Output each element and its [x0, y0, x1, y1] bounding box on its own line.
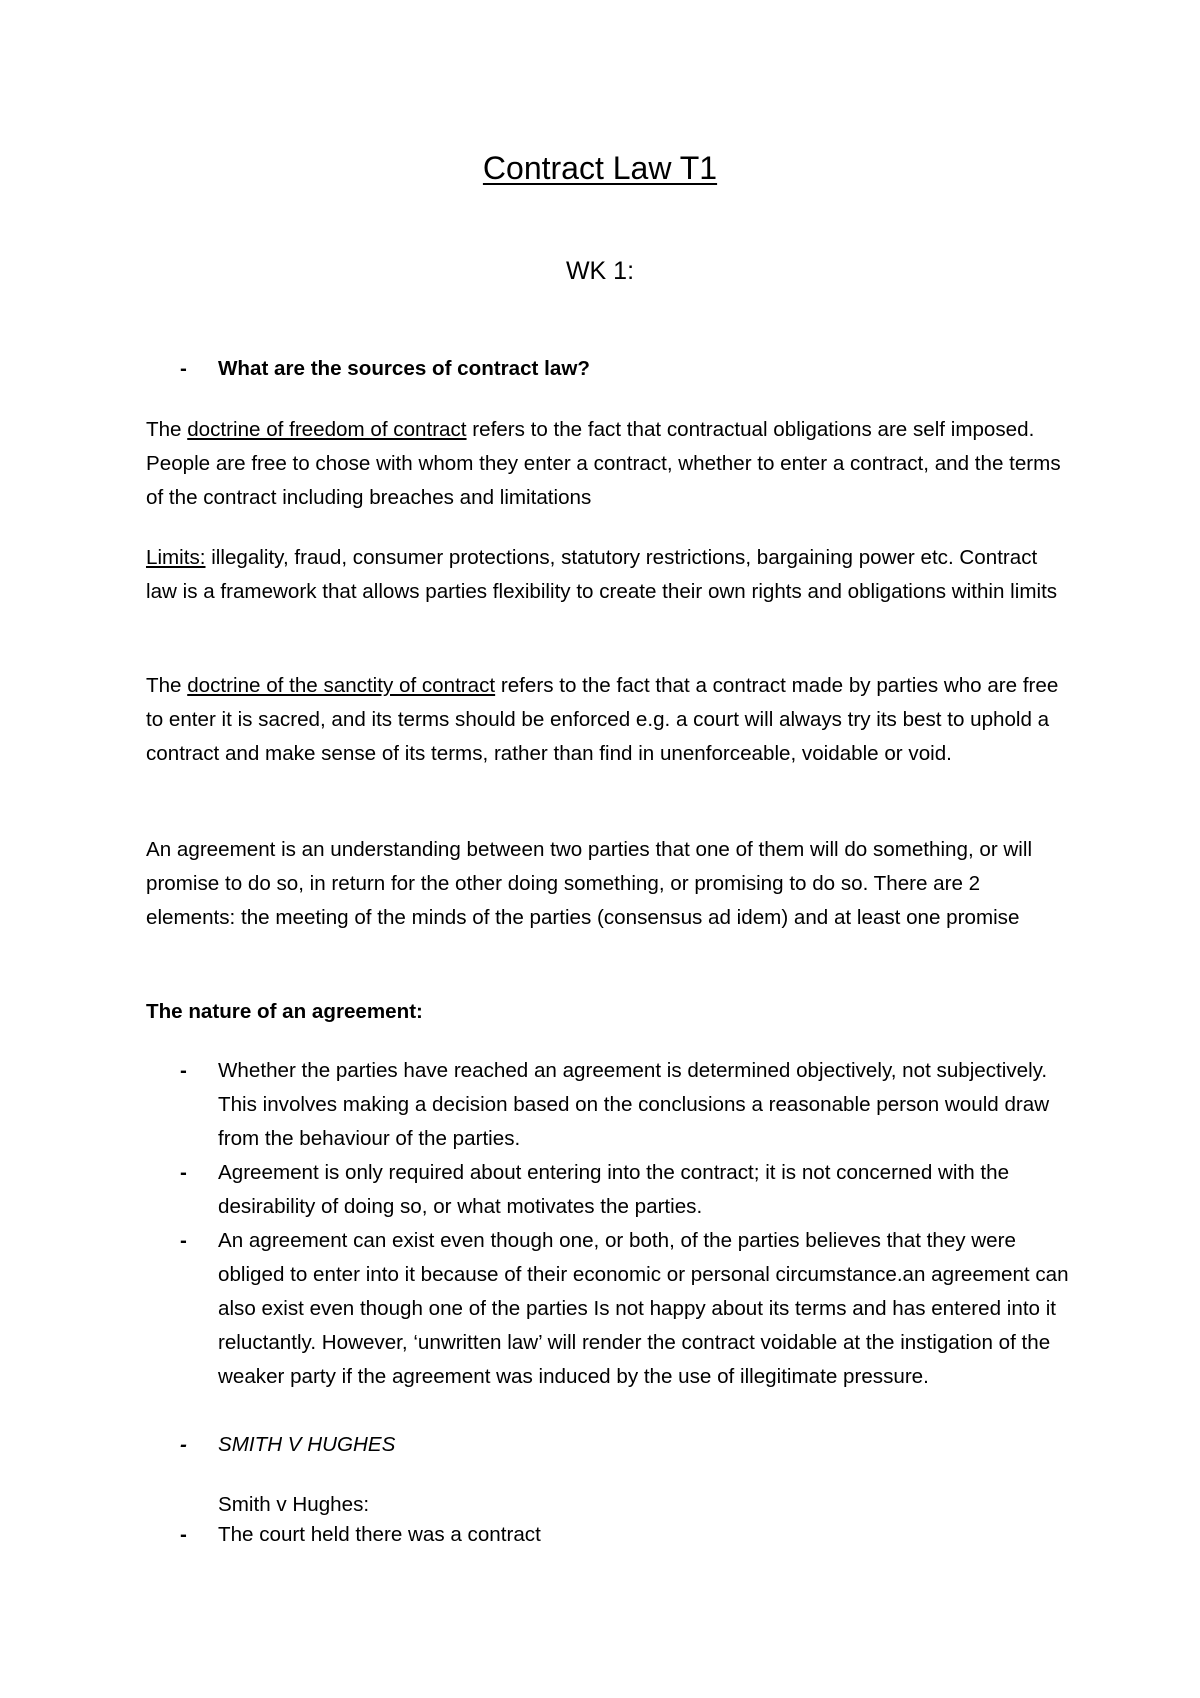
- nature-bullet: [180, 1054, 1078, 1156]
- limits-label: Limits:: [146, 546, 206, 569]
- case-reference: SMITH V HUGHES: [218, 1433, 396, 1456]
- sanctity-term: doctrine of the sanctity of contract: [187, 674, 496, 697]
- limits-paragraph: [146, 541, 1066, 609]
- case-heading: Smith v Hughes:: [218, 1493, 370, 1516]
- case-bullet-text: The court held there was a contract: [218, 1523, 541, 1546]
- agreement-paragraph: An agreement is an understanding between two parties that one of them will do something, or will promise to do so, in return for the other doing something, or promising to do so. There are 2 elements: the meeting of the minds of the parties (consensus ad idem) and at least one promise: [146, 838, 1033, 929]
- question-text: What are the sources of contract law?: [218, 357, 590, 380]
- bullet-marker: -: [180, 1161, 187, 1184]
- bullet-marker: -: [180, 1059, 187, 1082]
- document-title: Contract Law T1: [482, 150, 718, 186]
- nature-bullet: [180, 1156, 1078, 1224]
- nature-bullet-text: An agreement can exist even though one, or both, of the parties believes that they were obliged to enter into it because of their economic or personal circumstance.an agreement can also exist even though one of the parties Is not happy about its terms and has entered into it reluctantly. However, ‘unwritten law’ will render the contract voidable at the instigation of the weaker party if the agreement was induced by the use of illegitimate pressure.: [218, 1229, 1069, 1388]
- week-heading: WK 1:: [565, 257, 635, 285]
- nature-bullet-text: Agreement is only required about entering into the contract; it is not concerned with the desirability of doing so, or what motivates the parties.: [218, 1161, 1010, 1218]
- freedom-prefix: The: [146, 418, 188, 441]
- bullet-marker: -: [180, 1523, 187, 1546]
- bullet-marker: -: [180, 1229, 187, 1252]
- freedom-term: doctrine of freedom of contract: [187, 418, 467, 441]
- nature-bullet-text: Whether the parties have reached an agreement is determined objectively, not subjectively. This involves making a decision based on the conclusions a reasonable person would draw from the behaviour of the parties.: [218, 1059, 1050, 1150]
- bullet-marker: -: [180, 357, 187, 380]
- case-heading-row: [218, 1488, 1078, 1522]
- sanctity-paragraph: [146, 669, 1066, 771]
- sanctity-rest: refers to the fact that a contract made by parties who are free to enter it is sacred, and its terms should be enforced e.g. a court will always try its best to uphold a contract and make sense of its terms, rather than find in unenforceable, voidable or void.: [146, 674, 1059, 765]
- sanctity-prefix: The: [146, 674, 188, 697]
- nature-bullet: [180, 1224, 1078, 1394]
- bullet-marker: -: [180, 1433, 187, 1456]
- freedom-paragraph: [146, 413, 1066, 515]
- nature-heading: The nature of an agreement:: [146, 1000, 423, 1023]
- case-bullet: [180, 1518, 1078, 1552]
- question-bullet: [180, 352, 1078, 386]
- freedom-rest: refers to the fact that contractual obligations are self imposed. People are free to chose with whom they enter a contract, whether to enter a contract, and the terms of the contract including breaches and limitations: [146, 418, 1061, 509]
- limits-rest: illegality, fraud, consumer protections, statutory restrictions, bargaining power etc. Contract law is a framework that allows parties flexibility to create their own rights and obligations within limits: [146, 546, 1058, 603]
- nature-bullet: [180, 1428, 1078, 1462]
